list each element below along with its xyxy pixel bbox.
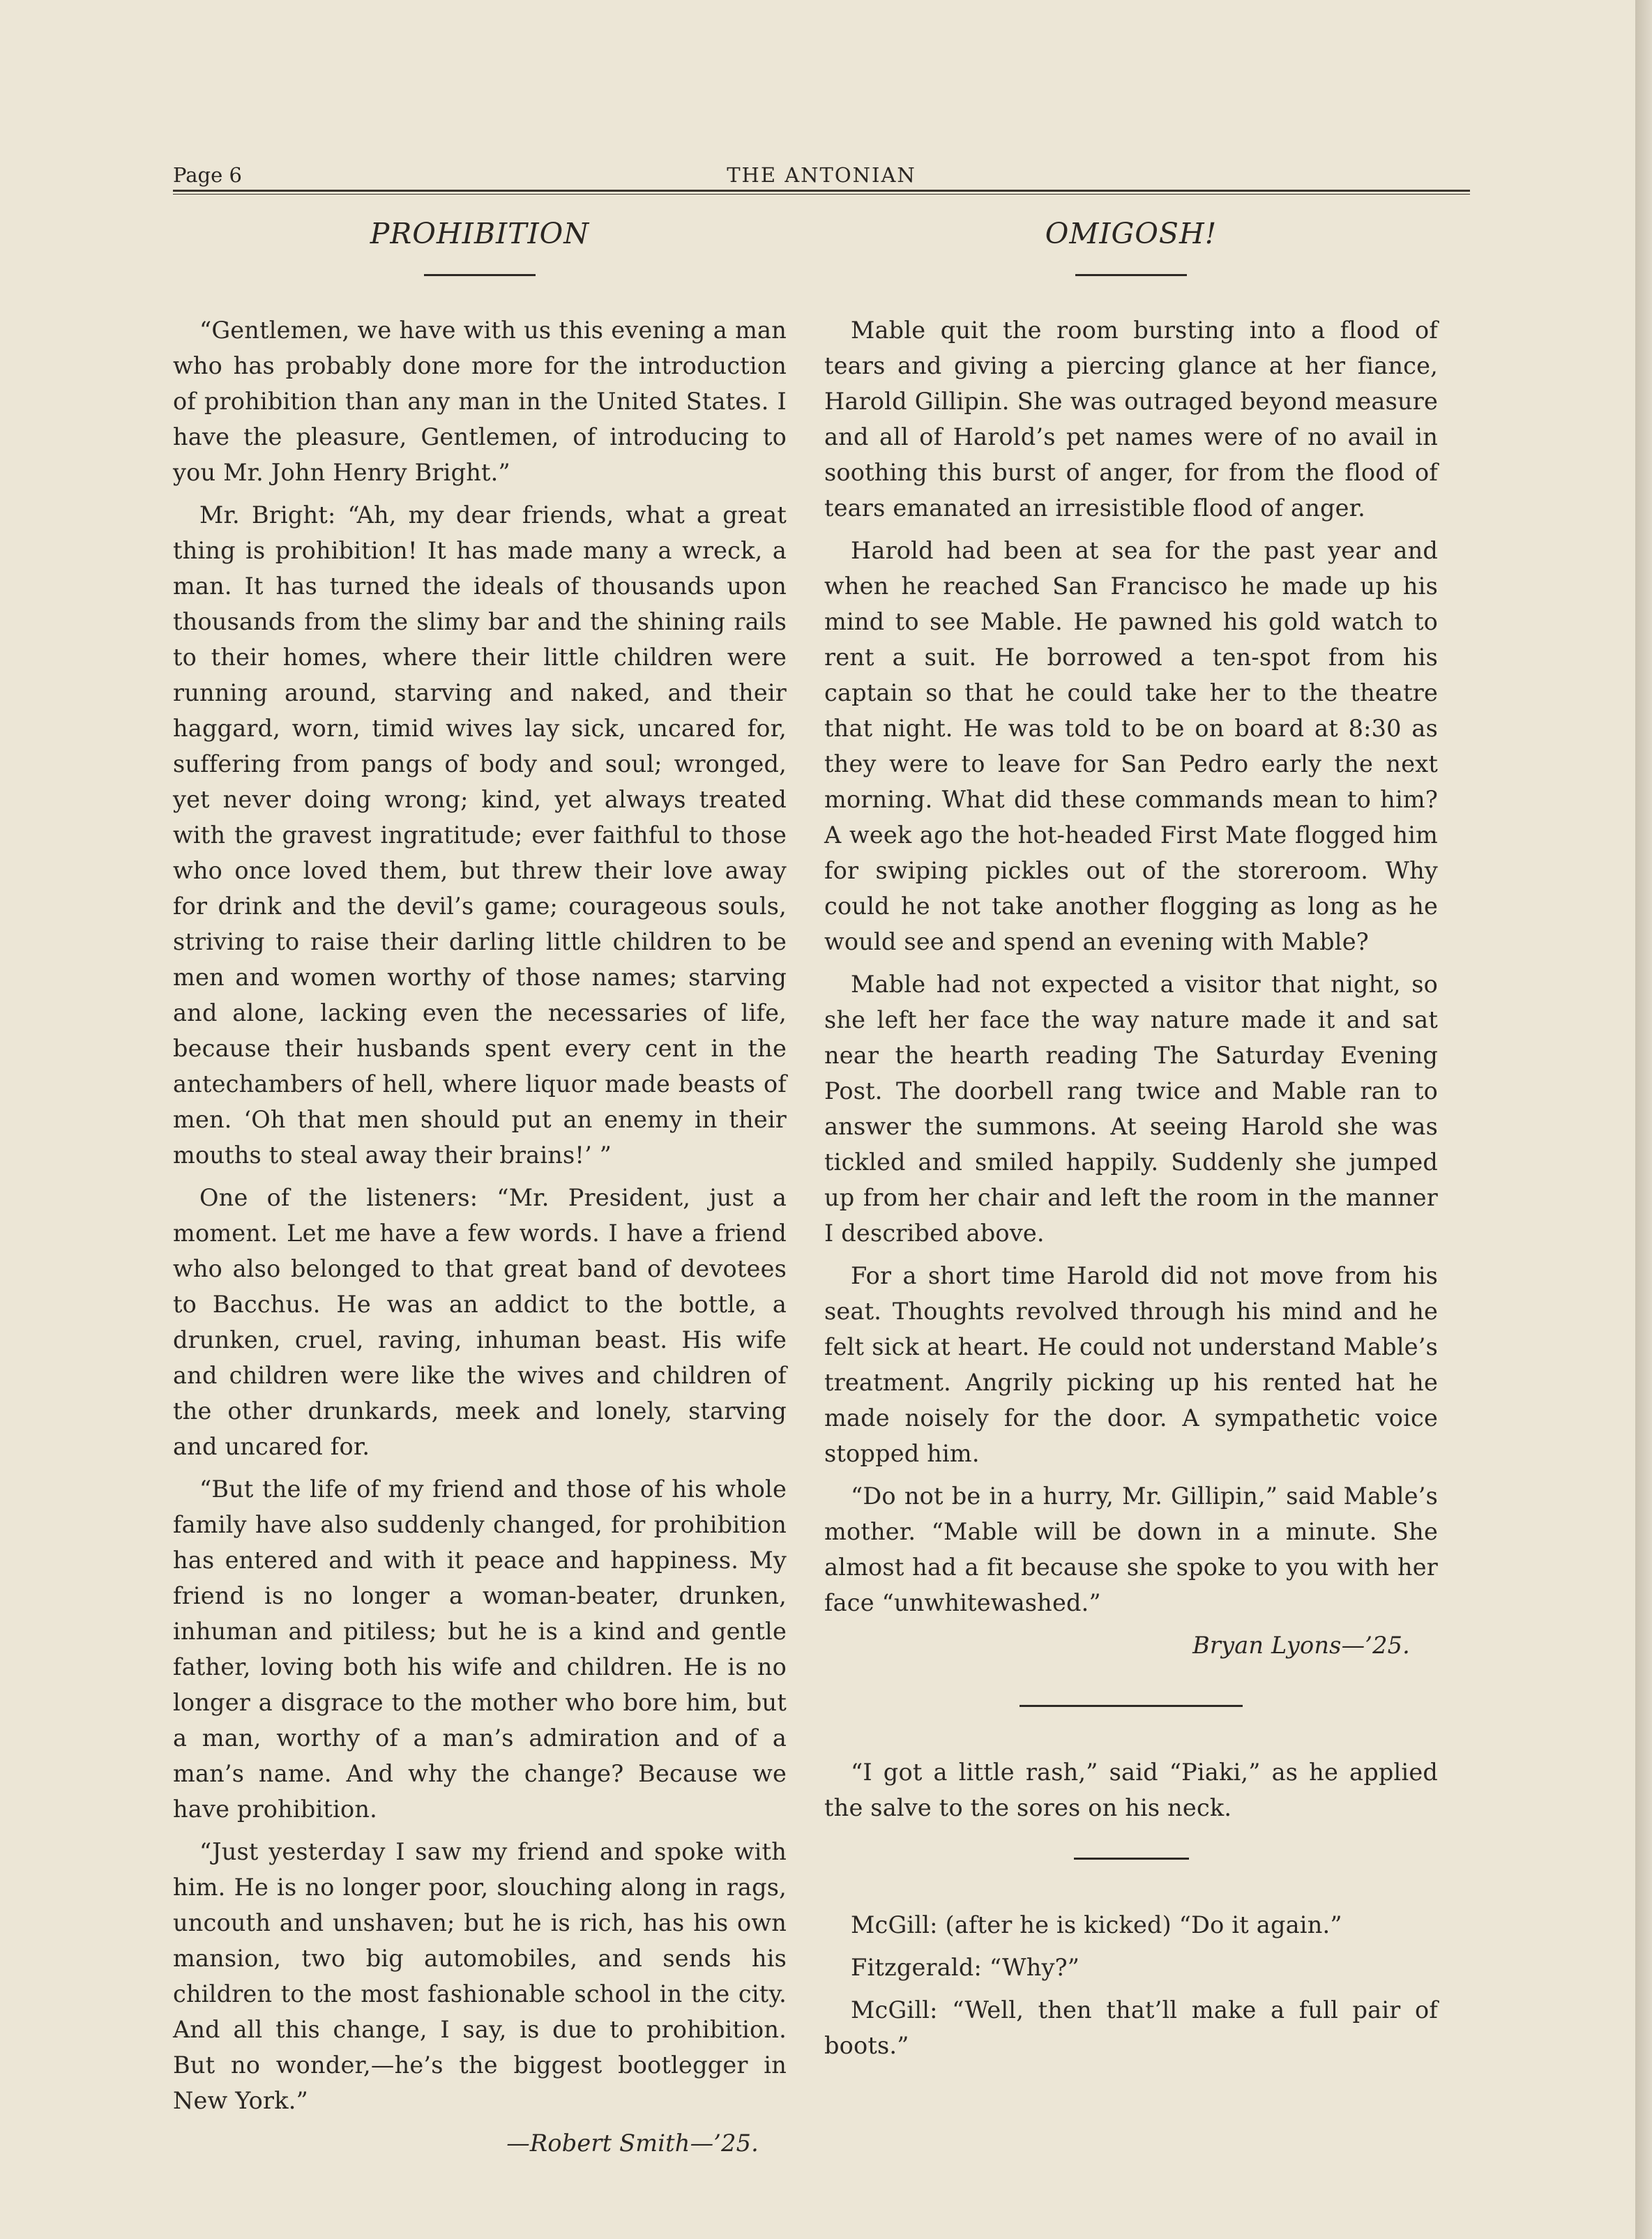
paragraph: Mr. Bright: “Ah, my dear friends, what a great thing is prohibition! It has made many a wreck, a man. It has turned the ideals of thousands upon thousands from the slimy bar and the shining rails to their homes, where their little children were running around, starving and naked, and their haggard, worn, timid wives lay sick, uncared for, suffering from pangs of body and soul; wronged, yet never doing wrong; kind, yet always treated with the gravest ingratitude; ever faithful to those who once loved them, but threw their love away for drink and the devil’s game; courageous souls, striving to raise their darling little children to be men and women worthy of those names; starving and alone, lacking even the necessaries of life, because their husbands spent every cent in the antechambers of hell, where liquor made beasts of men. ‘Oh that men should put an enemy in their mouths to steal away their brains!’ ” (173, 501, 787, 1169)
paragraph: One of the listeners: “Mr. President, just a moment. Let me have a few words. I have a friend who also belonged to that great band of devotees to Bacchus. He was an addict to the bottle, a drunken, cruel, raving, inhuman beast. His wife and children were like the wives and children of the other drunkards, meek and lonely, starving and uncared for. (173, 1184, 787, 1460)
section-divider (1074, 1858, 1189, 1860)
paragraph: For a short time Harold did not move from his seat. Thoughts revolved through his mind and he felt sick at heart. He could not understand Mable’s treatment. Angrily picking up his rented hat he made noisely for the door. A sympathetic voice stopped him. (824, 1262, 1438, 1467)
paragraph: Mable had not expected a visitor that night, so she left her face the way nature made it and sat near the hearth reading The Saturday Evening Post. The doorbell rang twice and Mable ran to answer the summons. At seeing Harold she was tickled and smiled happily. Suddenly she jumped up from her chair and left the room in the manner I described above. (824, 971, 1438, 1247)
section-divider (1020, 1705, 1243, 1707)
dialogue-line: McGill: (after he is kicked) “Do it again.” (851, 1911, 1342, 1938)
header-rule (173, 190, 1470, 195)
paragraph: Harold had been at sea for the past year and when he reached San Francisco he made up his mind to see Mable. He pawned his gold watch to rent a suit. He borrowed a ten-spot from his captain so that he could take her to the theatre that night. He was told to be on board at 8:30 as they were to leave for San Pedro early the next morning. What did these commands mean to him? A week ago the hot-headed First Mate flogged him for swiping pickles out of the storeroom. Why could he not take another flogging as long as he would see and spend an evening with Mable? (824, 537, 1438, 955)
title-divider (424, 274, 536, 276)
paragraph: “Just yesterday I saw my friend and spoke with him. He is no longer poor, slouching along in rags, uncouth and unshaven; but he is rich, has his own mansion, two big automobiles, and sends his children to the most fashionable school in the city. And all this change, I say, is due to prohibition. But no wonder,—he’s the biggest bootlegger in New York.” (173, 1838, 787, 2114)
paragraph: “Gentlemen, we have with us this evening a man who has probably done more for the introduction of prohibition than any man in the United States. I have the pleasure, Gentlemen, of introducing to you Mr. John Henry Bright.” (173, 317, 787, 486)
paragraph: “But the life of my friend and those of his whole family have also suddenly changed, for prohibition has entered and with it peace and happiness. My friend is no longer a woman-beater, drunken, inhuman and pitiless; but he is a kind and gentle father, loving both his wife and children. He is no longer a disgrace to the mother who bore him, but a man, worthy of a man’s admiration and of a man’s name. And why the change? Because we have prohibition. (173, 1475, 787, 1823)
article-title-omigosh: OMIGOSH! (1045, 217, 1218, 250)
left-column (173, 213, 787, 2161)
publication-title: THE ANTONIAN (727, 163, 916, 187)
right-column (824, 213, 1438, 2070)
paragraph: Mable quit the room bursting into a flood of tears and giving a piercing glance at her fiance, Harold Gillipin. She was outraged beyond measure and all of Harold’s pet names were of no avail in soothing this burst of anger, for from the flood of tears emanated an irresistible flood of anger. (824, 317, 1438, 522)
title-divider (1075, 274, 1187, 276)
joke-rash: “I got a little rash,” said “Piaki,” as he applied the salve to the sores on his neck. (824, 1759, 1438, 1821)
page-number: Page 6 (173, 163, 242, 187)
paragraph: “Do not be in a hurry, Mr. Gillipin,” said Mable’s mother. “Mable will be down in a minute. She almost had a fit because she spoke to you with her face “unwhitewashed.” (824, 1482, 1438, 1616)
dialogue-line: Fitzgerald: “Why?” (851, 1954, 1080, 1981)
dialogue-line: McGill: “Well, then that’ll make a full pair of boots.” (824, 1996, 1438, 2059)
byline-robert-smith: —Robert Smith—’25. (506, 2130, 759, 2157)
article-title-prohibition: PROHIBITION (370, 217, 590, 250)
page-header (173, 159, 1470, 190)
byline-bryan-lyons: Bryan Lyons—’25. (1192, 1632, 1410, 1659)
page-edge (1635, 0, 1652, 2239)
